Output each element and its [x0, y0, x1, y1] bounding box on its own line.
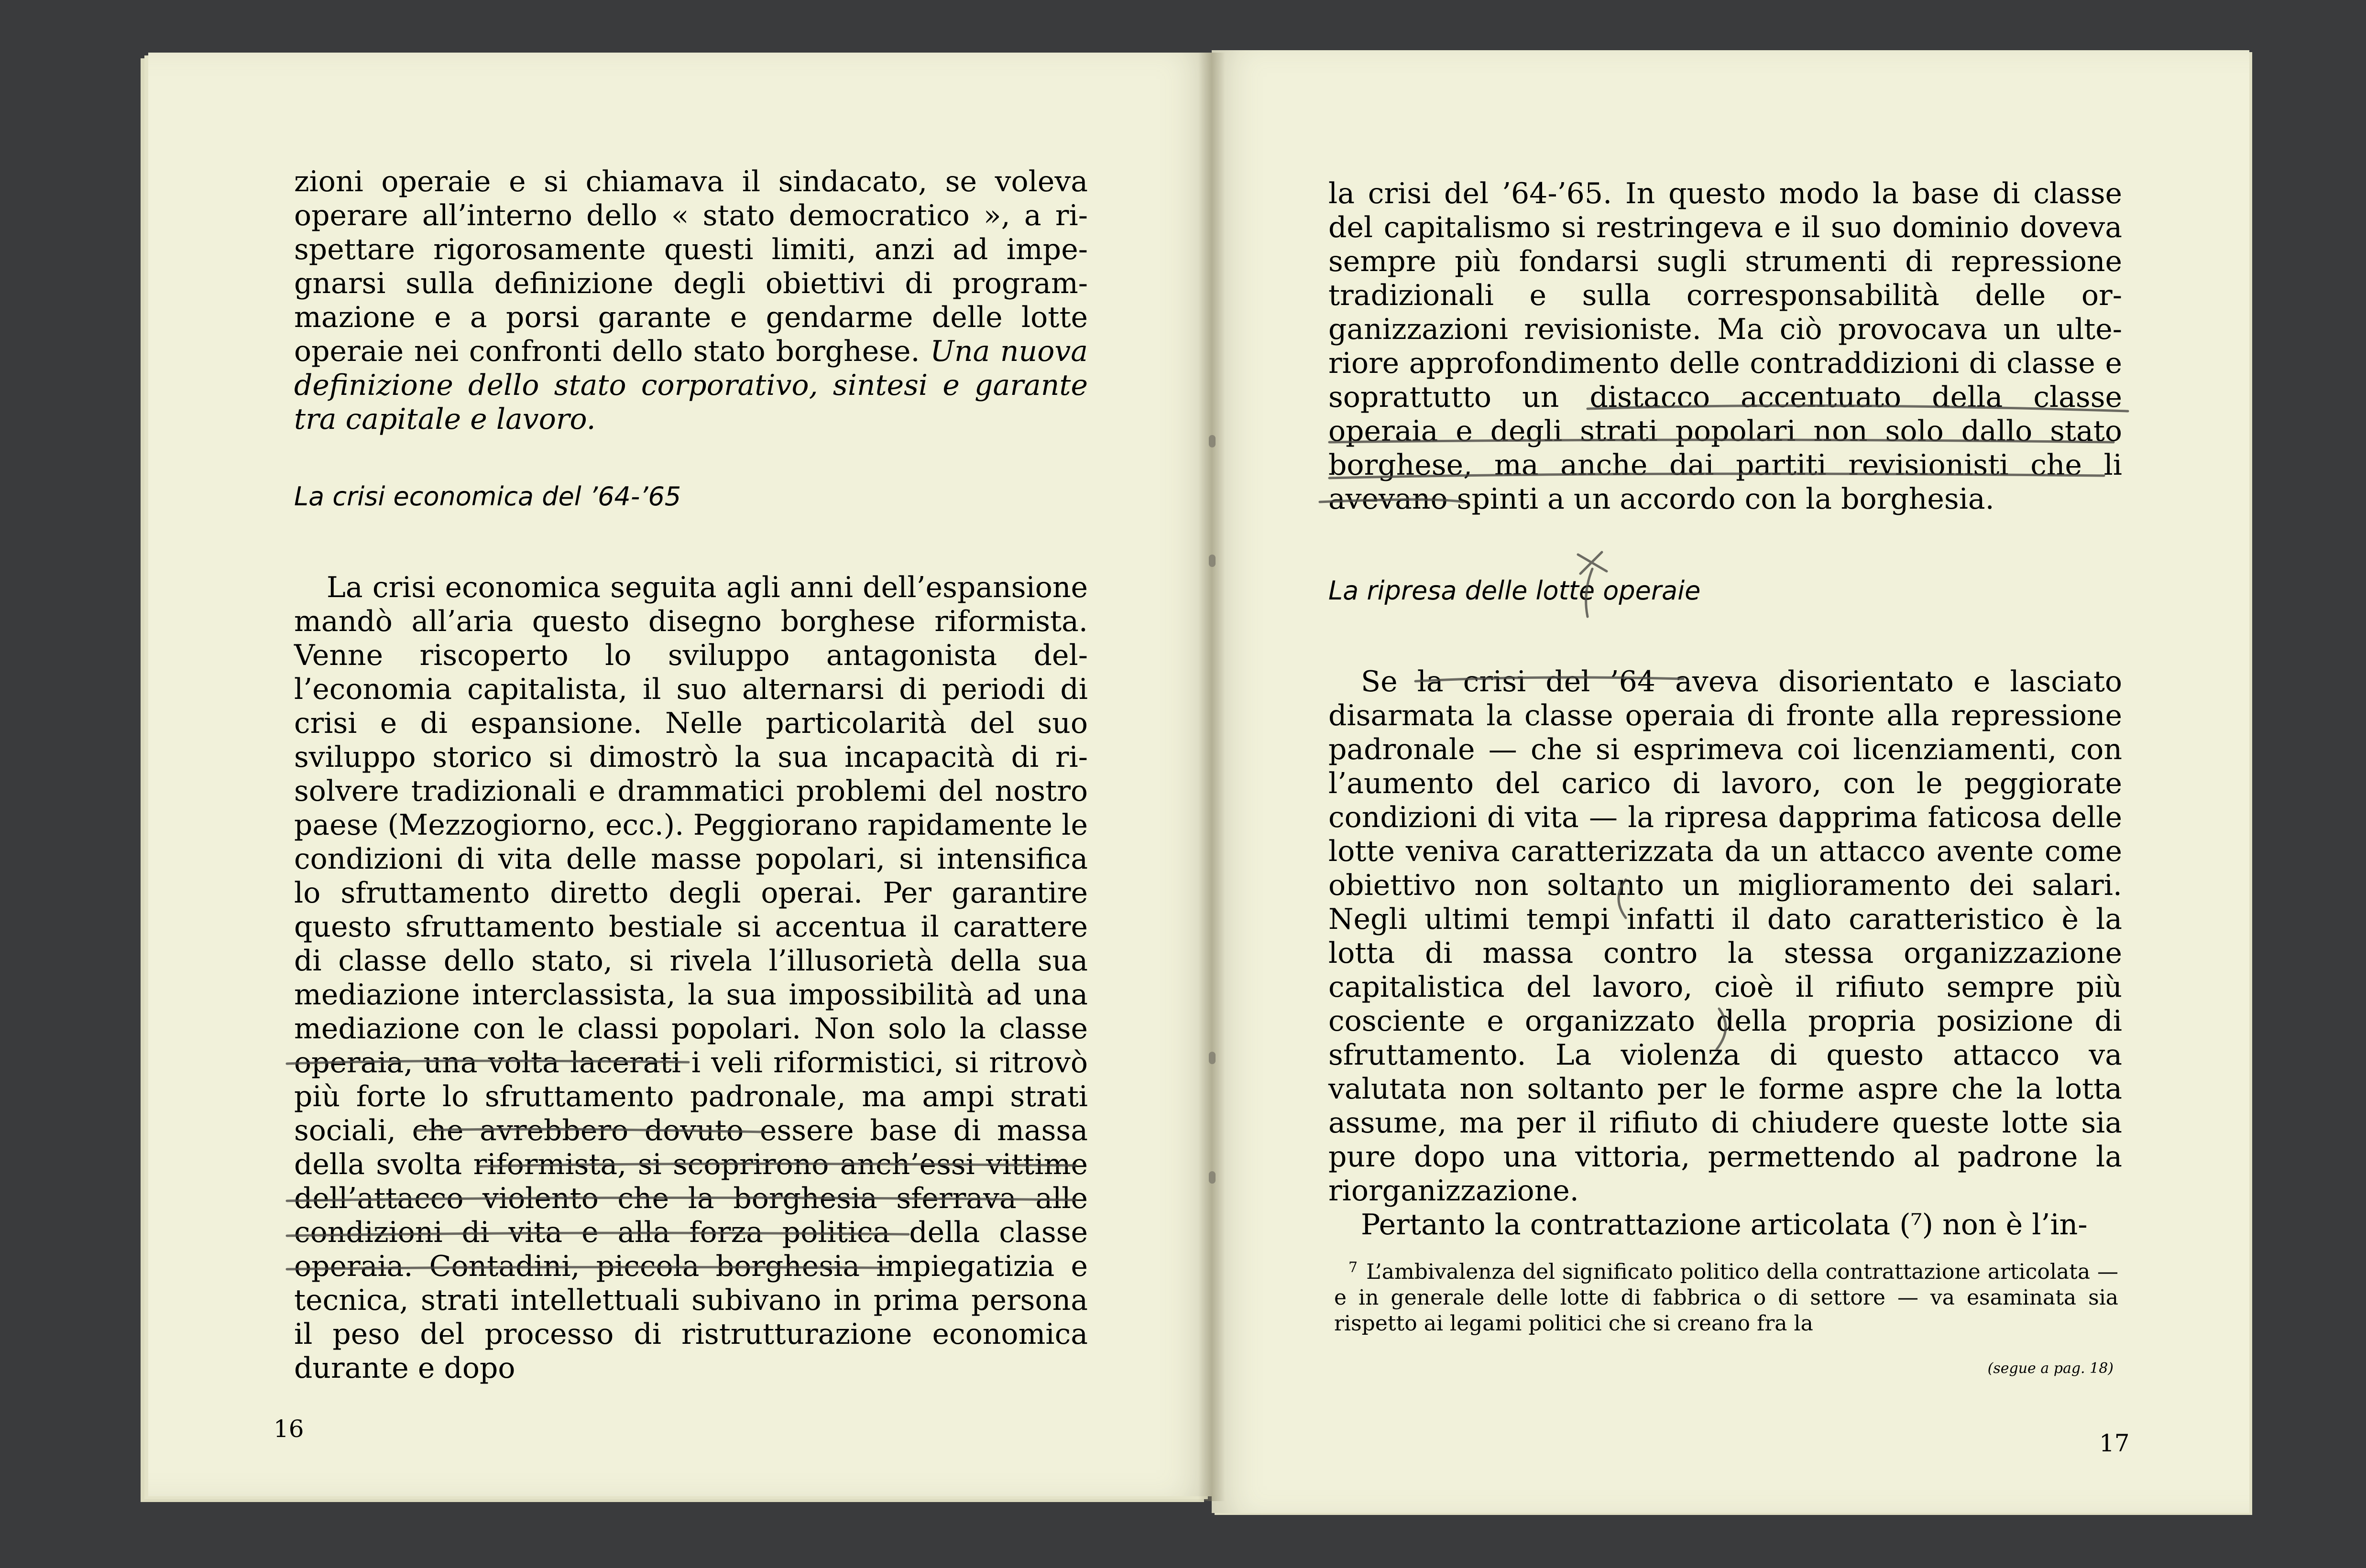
binding-stitch	[1209, 435, 1216, 447]
left-top-italic-text: Una nuova definizione dello stato corporativo, sintesi e garante tra capitale e lavoro.	[294, 335, 1088, 436]
section-title-crisi: La crisi economica del ’64-’65	[294, 481, 681, 512]
binding-stitch	[1209, 1171, 1216, 1184]
left-top-text: zioni operaie e si chiamava il sindacato, se voleva operare all’interno dello « stato democratico », a rispettare rigorosamente questi limiti, anzi ad impegnarsi sulla definizione degli obiettivi di programmazione e a porsi garante e gendarme delle lotte operaie nei confronti dello stato borghese.	[294, 165, 1088, 368]
footnote-number: 7	[1348, 1259, 1358, 1276]
book-gutter	[1198, 53, 1225, 1501]
footnote-text: L’ambivalenza del significato politico della contrattazione articolata — e in generale delle lotte di fabbrica o di settore — va esaminata sia rispetto ai legami politici che si creano fra la	[1334, 1260, 2118, 1336]
left-body-paragraph: La crisi economica seguita agli anni dell’espansione mandò all’aria questo disegno borghese riformista. Venne riscoperto lo sviluppo antagonista dell’economia capitalista, il suo alternarsi di periodi di crisi e di espansione. Nelle particolarità del suo sviluppo storico si dimostrò la sua incapacità di risolvere tradizionali e drammatici problemi del nostro paese (Mezzogiorno, ecc.). Peggiorano rapidamente le condizioni di vita delle masse popolari, si intensifica lo sfruttamento diretto degli operai. Per garantire questo sfruttamento bestiale si accentua il carattere di classe dello stato, si rivela l’illusorietà della sua mediazione interclassista, la sua impossibilità ad una mediazione con le classi popolari. Non solo la classe operaia, una volta lacerati i veli riformistici, si ritrovò più forte lo sfruttamento padronale, ma ampi strati sociali, che avrebbero dovuto essere base di massa della svolta riformista, si scoprirono anch’essi vittime dell’attacco violento che la borghesia sferrava alle condizioni di vita e alla forza politica della classe operaia. Contadini, piccola borghesia impiegatizia e tecnica, strati intellettuali subivano in prima persona il peso del processo di ristrutturazione economica durante e dopo	[294, 571, 1088, 1385]
right-top-paragraph: la crisi del ’64-’65. In questo modo la base di classe del capitalismo si restringeva e il suo dominio doveva sempre più fondarsi sugli strumenti di repressione tradizionali e sulla corresponsabilità delle organizzazioni revisioniste. Ma ciò provocava un ulteriore approfondimento delle contraddizioni di classe e soprattutto un distacco accentuato della classe operaia e degli strati popolari non solo dallo stato borghese, ma anche dai partiti revisionisti che li avevano spinti a un accordo con la borghesia.	[1328, 177, 2122, 516]
binding-stitch	[1209, 555, 1216, 567]
section-title-ripresa: La ripresa delle lotte operaie	[1328, 576, 1701, 606]
right-page-text	[1328, 177, 2122, 1242]
left-top-paragraph	[294, 165, 1088, 436]
left-page-text	[294, 165, 1088, 1385]
right-body-last-line: Pertanto la contrattazione articolata (⁷) non è l’in-	[1361, 1208, 2088, 1241]
right-body-paragraph: Se la crisi del ’64 aveva disorientato e lasciato disarmata la classe operaia di fronte alla repressione padronale — che si esprimeva coi licenziamenti, con l’aumento del carico di lavoro, con le peggiorate condizioni di vita — la ripresa dapprima faticosa delle lotte veniva caratterizzata da un attacco avente come obiettivo non soltanto un miglioramento dei salari. Negli ultimi tempi infatti il dato caratteristico è la lotta di massa contro la stessa organizzazione capitalistica del lavoro, cioè il rifiuto sempre più cosciente e organizzato della propria posizione di sfruttamento. La violenza di questo attacco va valutata non soltanto per le forme aspre che la lotta assume, ma per il rifiuto di chiudere queste lotte sia pure dopo una vittoria, permettendo al padrone la riorganizzazione.	[1328, 665, 2122, 1208]
page-number-left: 16	[274, 1415, 304, 1443]
binding-stitch	[1209, 1052, 1216, 1064]
continuation-note: (segue a pag. 18)	[1987, 1360, 2114, 1377]
page-number-right: 17	[2099, 1429, 2130, 1457]
footnote	[1334, 1255, 2118, 1337]
